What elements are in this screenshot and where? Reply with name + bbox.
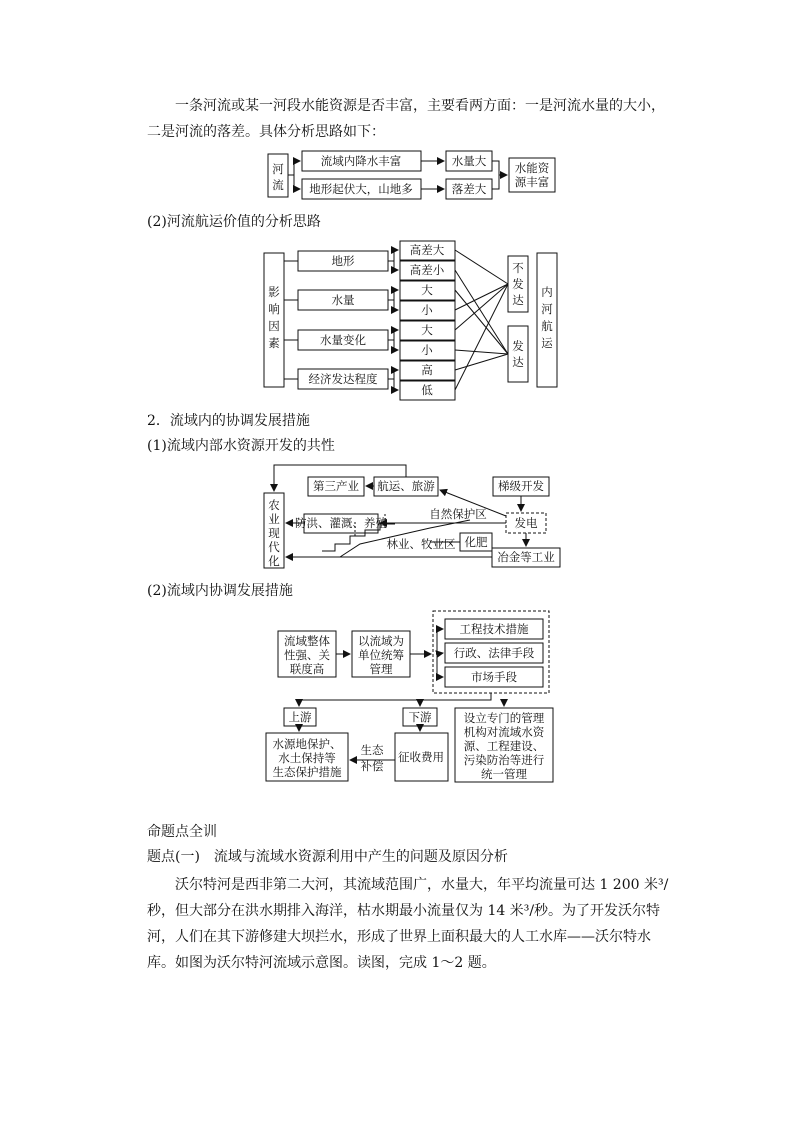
fig3-agri-5: 化 [268, 554, 280, 568]
subsection-title: 题点(一) 流域与流域水资源利用中产生的问题及原因分析 [147, 849, 508, 865]
fig4-up-3: 生态保护措施 [272, 765, 342, 779]
fig2-right-4: 运 [541, 336, 553, 350]
fig3-agri-1: 农 [268, 498, 280, 512]
fig3-tertiary: 第三产业 [313, 479, 359, 493]
fig3-agri-2: 业 [268, 512, 280, 526]
fig4-eco-2: 补偿 [360, 759, 384, 773]
fig1-result1: 水量大 [451, 154, 487, 168]
fig4-up-1: 水源地保护、 [272, 737, 342, 751]
fig2-level-2: 高差小 [409, 263, 445, 277]
fig2-level-6: 小 [421, 343, 433, 357]
fig3-fertilizer: 化肥 [464, 535, 488, 549]
fig2-right-3: 航 [541, 319, 553, 333]
fig1-factor1: 流域内降水丰富 [320, 154, 402, 168]
fig4-agency-5: 统一管理 [481, 767, 527, 781]
fig4-upstream: 上游 [288, 710, 312, 724]
fig2-factor-terrain: 地形 [331, 254, 355, 268]
fig2-factor-economy: 经济发达程度 [308, 372, 378, 386]
fig2-left-4: 素 [268, 336, 280, 350]
fig2-yes-2: 达 [512, 355, 524, 369]
fig4-box2-3: 管理 [369, 662, 393, 676]
fig2-right-1: 内 [541, 285, 553, 299]
fig2-not-2: 发 [512, 277, 524, 291]
fig4-fee: 征收费用 [398, 750, 444, 764]
fig3-nature: 自然保护区 [429, 507, 487, 521]
fig2-level-5: 大 [421, 323, 433, 337]
fig4-box2-1: 以流域为 [358, 634, 404, 648]
fig4-eco-1: 生态 [360, 743, 384, 757]
fig4-measure-2: 行政、法律手段 [453, 646, 535, 660]
heading-coordination-measures: (2)流域内协调发展措施 [147, 583, 293, 599]
fig4-measure-3: 市场手段 [471, 670, 517, 684]
fig2-level-1: 高差大 [409, 243, 445, 257]
fig2-level-7: 高 [421, 363, 433, 377]
fig4-agency-3: 源、工程建设、 [463, 739, 545, 753]
fig4-agency-1: 设立专门的管理 [463, 711, 545, 725]
fig2-level-3: 大 [421, 283, 433, 297]
fig4-agency-2: 机构对流域水资 [463, 725, 545, 739]
fig2-left-3: 因 [268, 319, 280, 333]
fig4-up-2: 水土保持等 [278, 751, 336, 765]
fig2-level-8: 低 [421, 383, 433, 397]
fig4-box1-2: 性强、关 [284, 648, 330, 662]
fig1-final-2: 源丰富 [514, 175, 550, 189]
fig4-measure-1: 工程技术措施 [459, 622, 529, 636]
fig2-factor-water: 水量 [331, 293, 355, 307]
fig1-left-1: 河 [272, 162, 284, 176]
fig3-agri-3: 现 [268, 526, 280, 540]
fig3-power: 发电 [514, 516, 538, 530]
fig2-level-4: 小 [421, 303, 433, 317]
fig3-cascade: 梯级开发 [498, 479, 544, 493]
fig1-left-2: 流 [272, 178, 284, 192]
fig2-right-2: 河 [541, 302, 553, 316]
fig1-final-1: 水能资 [514, 161, 550, 175]
fig4-agency-4: 污染防治等进行 [463, 753, 545, 767]
fig2-not-3: 达 [512, 293, 524, 307]
heading-common-features: (1)流域内部水资源开发的共性 [147, 438, 335, 454]
fig3-agri-4: 代 [268, 540, 280, 554]
fig4-box1-1: 流域整体 [284, 634, 330, 648]
question-paragraph: 沃尔特河是西非第二大河，其流域范围广，水量大，年平均流量可达 1 200 米³/秒，但大部分在洪水期排入海洋，枯水期最小流量仅为 14 米³/秒。为了开发沃尔特河，人们在其下游修建大坝拦水，形成了世界上面积最大的人工水库——沃尔特水库。如图为沃尔特河流域示意图。读图，完成 1～2 题。 [147, 877, 669, 971]
fig4-downstream: 下游 [408, 710, 432, 724]
fig2-factor-change: 水量变化 [320, 333, 366, 347]
fig2-not-1: 不 [512, 261, 524, 275]
section-title: 命题点全训 [147, 824, 217, 840]
fig3-flood: 防洪、灌溉、养殖 [295, 516, 387, 530]
intro-paragraph: 一条河流或某一河段水能资源是否丰富，主要看两方面：一是河流水量的大小，二是河流的落差。具体分析思路如下： [147, 98, 665, 140]
fig4-box1-3: 联度高 [289, 662, 325, 676]
fig2-left-1: 影 [268, 285, 280, 299]
fig1-factor2: 地形起伏大，山地多 [309, 182, 413, 196]
heading-coordinated-development: 2．流域内的协调发展措施 [147, 413, 310, 429]
fig3-metallurgy: 冶金等工业 [497, 550, 555, 564]
fig2-left-2: 响 [268, 302, 280, 316]
heading-river-navigation: (2)河流航运价值的分析思路 [147, 214, 321, 230]
fig3-shipping: 航运、旅游 [377, 479, 435, 493]
fig2-yes-1: 发 [512, 339, 524, 353]
fig4-box2-2: 单位统筹 [358, 648, 404, 662]
fig3-forest: 林业、牧业区 [386, 537, 456, 551]
fig1-result2: 落差大 [451, 182, 487, 196]
